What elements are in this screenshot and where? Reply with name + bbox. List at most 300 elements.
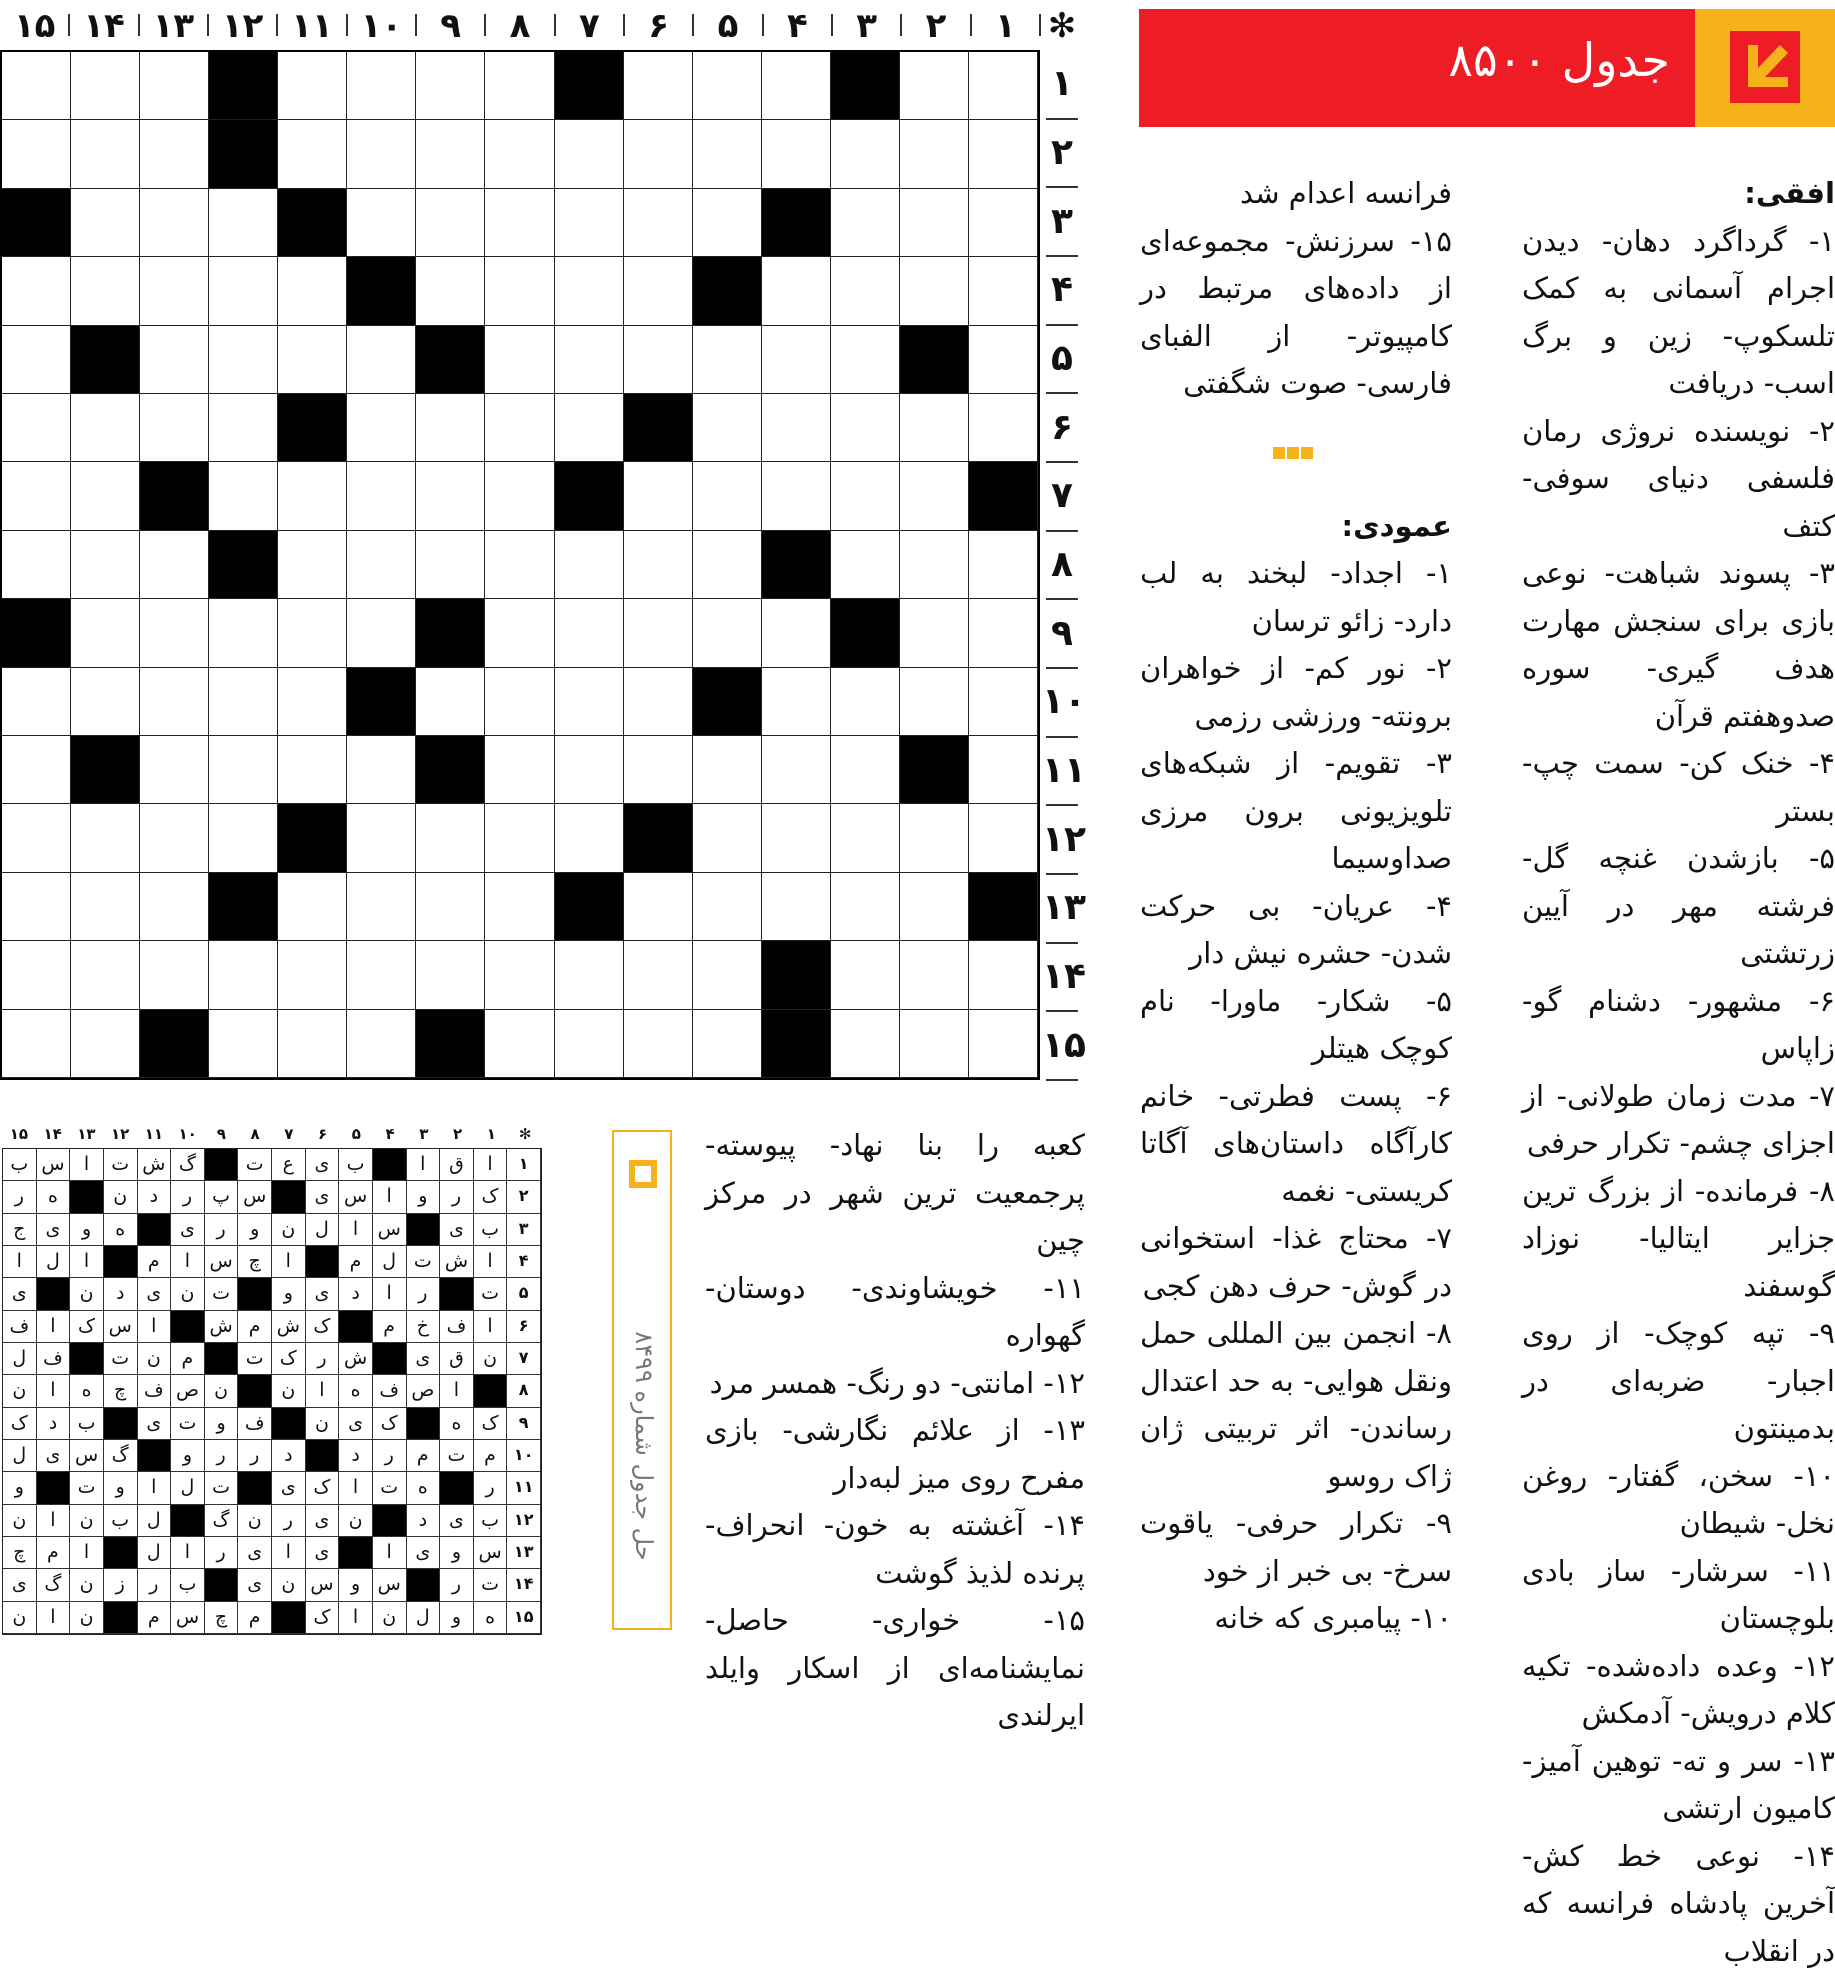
answer-cell[interactable]: [555, 804, 624, 872]
answer-cell[interactable]: [71, 52, 140, 120]
answer-cell[interactable]: [2, 736, 71, 804]
answer-cell[interactable]: [209, 257, 278, 325]
answer-cell[interactable]: [71, 462, 140, 530]
answer-cell[interactable]: [485, 736, 554, 804]
solution-letter: ت: [104, 1149, 138, 1181]
answer-cell[interactable]: [693, 52, 762, 120]
answer-cell[interactable]: [900, 804, 969, 872]
answer-cell[interactable]: [969, 599, 1038, 667]
solution-letter: ن: [272, 1214, 306, 1246]
answer-cell[interactable]: [416, 462, 485, 530]
answer-cell[interactable]: [140, 941, 209, 1009]
answer-cell[interactable]: [485, 326, 554, 394]
answer-cell[interactable]: [209, 462, 278, 530]
answer-cell[interactable]: [140, 736, 209, 804]
solution-letter: ی: [3, 1278, 37, 1310]
answer-cell[interactable]: [555, 736, 624, 804]
solution-letter: ت: [474, 1278, 508, 1310]
answer-cell[interactable]: [485, 668, 554, 736]
solution-letter: ش: [440, 1246, 474, 1278]
answer-cell[interactable]: [555, 120, 624, 188]
answer-cell[interactable]: [624, 326, 693, 394]
answer-cell[interactable]: [693, 941, 762, 1009]
solution-letter: م: [171, 1343, 205, 1375]
black-cell: [416, 736, 485, 804]
answer-cell[interactable]: [624, 941, 693, 1009]
answer-cell[interactable]: [2, 804, 71, 872]
answer-cell[interactable]: [140, 120, 209, 188]
column-number: ۱۴: [69, 4, 138, 48]
solution-letter: ی: [407, 1537, 441, 1569]
solution-letter: ی: [138, 1408, 172, 1440]
solution-row-number: ۱۵: [507, 1602, 541, 1634]
solution-letter: ل: [373, 1246, 407, 1278]
solution-letter: ن: [171, 1278, 205, 1310]
black-cell: [900, 736, 969, 804]
answer-cell[interactable]: [762, 599, 831, 667]
answer-cell[interactable]: [71, 531, 140, 599]
answer-cell[interactable]: [624, 120, 693, 188]
answer-cell[interactable]: [140, 52, 209, 120]
answer-cell[interactable]: [485, 873, 554, 941]
solution-letter: ا: [407, 1149, 441, 1181]
answer-cell[interactable]: [762, 736, 831, 804]
solution-column-number: ۱۴: [36, 1122, 70, 1146]
answer-cell[interactable]: [140, 531, 209, 599]
answer-cell[interactable]: [969, 120, 1038, 188]
answer-cell[interactable]: [2, 394, 71, 462]
answer-cell[interactable]: [831, 736, 900, 804]
answer-cell[interactable]: [71, 120, 140, 188]
answer-cell[interactable]: [278, 326, 347, 394]
answer-cell[interactable]: [624, 873, 693, 941]
answer-cell[interactable]: [278, 1010, 347, 1078]
answer-cell[interactable]: [347, 531, 416, 599]
solution-letter: ن: [272, 1569, 306, 1601]
answer-cell[interactable]: [900, 873, 969, 941]
solution-black-cell: [272, 1181, 306, 1213]
solution-letter: م: [138, 1602, 172, 1634]
answer-cell[interactable]: [347, 120, 416, 188]
answer-cell[interactable]: [762, 257, 831, 325]
solution-letter: ن: [3, 1602, 37, 1634]
answer-cell[interactable]: [485, 599, 554, 667]
answer-cell[interactable]: [347, 804, 416, 872]
answer-cell[interactable]: [416, 668, 485, 736]
answer-cell[interactable]: [900, 52, 969, 120]
black-cell: [416, 326, 485, 394]
answer-cell[interactable]: [140, 804, 209, 872]
answer-cell[interactable]: [416, 120, 485, 188]
answer-cell[interactable]: [2, 462, 71, 530]
solution-letter: ر: [171, 1181, 205, 1213]
solution-black-cell: [373, 1149, 407, 1181]
solution-black-cell: [70, 1181, 104, 1213]
answer-cell[interactable]: [969, 668, 1038, 736]
solution-label-box: [612, 1130, 672, 1630]
answer-cell[interactable]: [140, 873, 209, 941]
solution-black-cell: [272, 1408, 306, 1440]
solution-letter: ن: [306, 1408, 340, 1440]
row-number: ۱۴: [1042, 953, 1082, 1001]
answer-cell[interactable]: [209, 668, 278, 736]
answer-cell[interactable]: [831, 189, 900, 257]
solution-letter: ف: [3, 1311, 37, 1343]
solution-letter: ه: [407, 1472, 441, 1504]
answer-cell[interactable]: [71, 804, 140, 872]
answer-cell[interactable]: [693, 394, 762, 462]
solution-row-number: ۳: [507, 1214, 541, 1246]
answer-cell[interactable]: [900, 462, 969, 530]
answer-cell[interactable]: [762, 873, 831, 941]
solution-letter: ک: [474, 1181, 508, 1213]
solution-letter: ا: [373, 1181, 407, 1213]
answer-cell[interactable]: [347, 462, 416, 530]
answer-cell[interactable]: [762, 120, 831, 188]
solution-letter: ل: [171, 1472, 205, 1504]
answer-cell[interactable]: [900, 257, 969, 325]
answer-cell[interactable]: [347, 189, 416, 257]
answer-cell[interactable]: [900, 1010, 969, 1078]
black-cell: [969, 462, 1038, 530]
answer-cell[interactable]: [831, 462, 900, 530]
solution-letter: ج: [3, 1214, 37, 1246]
solution-letter: ف: [440, 1311, 474, 1343]
answer-cell[interactable]: [624, 52, 693, 120]
black-cell: [762, 189, 831, 257]
answer-cell[interactable]: [969, 52, 1038, 120]
answer-cell[interactable]: [693, 189, 762, 257]
answer-cell[interactable]: [831, 394, 900, 462]
answer-cell[interactable]: [900, 531, 969, 599]
answer-cell[interactable]: [71, 941, 140, 1009]
answer-cell[interactable]: [278, 531, 347, 599]
answer-cell[interactable]: [900, 599, 969, 667]
answer-cell[interactable]: [2, 257, 71, 325]
answer-cell[interactable]: [900, 668, 969, 736]
answer-cell[interactable]: [209, 941, 278, 1009]
solution-column-number: ۱۳: [70, 1122, 104, 1146]
solution-letter: و: [3, 1472, 37, 1504]
column-number: ۱۵: [0, 4, 69, 48]
answer-cell[interactable]: [71, 257, 140, 325]
answer-cell[interactable]: [693, 804, 762, 872]
solution-letter: ی: [37, 1440, 71, 1472]
answer-cell[interactable]: [555, 394, 624, 462]
answer-cell[interactable]: [2, 52, 71, 120]
answer-cell[interactable]: [831, 531, 900, 599]
solution-letter: و: [272, 1278, 306, 1310]
answer-cell[interactable]: [278, 873, 347, 941]
answer-cell[interactable]: [416, 804, 485, 872]
answer-cell[interactable]: [140, 326, 209, 394]
answer-cell[interactable]: [831, 941, 900, 1009]
solution-letter: ن: [138, 1343, 172, 1375]
answer-cell[interactable]: [278, 462, 347, 530]
answer-cell[interactable]: [2, 873, 71, 941]
answer-cell[interactable]: [71, 1010, 140, 1078]
solution-letter: ن: [373, 1602, 407, 1634]
answer-cell[interactable]: [347, 873, 416, 941]
answer-cell[interactable]: [624, 1010, 693, 1078]
solution-letter: ر: [474, 1472, 508, 1504]
answer-cell[interactable]: [2, 668, 71, 736]
answer-cell[interactable]: [209, 599, 278, 667]
answer-cell[interactable]: [969, 257, 1038, 325]
answer-cell[interactable]: [969, 941, 1038, 1009]
answer-cell[interactable]: [762, 804, 831, 872]
column-number: ۱۱: [277, 4, 346, 48]
answer-cell[interactable]: [624, 257, 693, 325]
answer-cell[interactable]: [416, 873, 485, 941]
answer-cell[interactable]: [762, 326, 831, 394]
answer-cell[interactable]: [485, 531, 554, 599]
solution-letter: چ: [3, 1537, 37, 1569]
answer-cell[interactable]: [693, 1010, 762, 1078]
answer-cell[interactable]: [831, 668, 900, 736]
row-number: ۷: [1042, 472, 1082, 520]
answer-cell[interactable]: [71, 873, 140, 941]
solution-column-number: ۸: [238, 1122, 272, 1146]
solution-letter: ه: [70, 1375, 104, 1407]
answer-cell[interactable]: [969, 189, 1038, 257]
answer-cell[interactable]: [969, 804, 1038, 872]
solution-letter: ا: [138, 1311, 172, 1343]
answer-cell[interactable]: [624, 531, 693, 599]
answer-cell[interactable]: [209, 736, 278, 804]
answer-cell[interactable]: [969, 736, 1038, 804]
solution-black-cell: [440, 1278, 474, 1310]
solution-letter: ف: [37, 1343, 71, 1375]
answer-cell[interactable]: [209, 394, 278, 462]
solution-black-cell: [306, 1246, 340, 1278]
answer-cell[interactable]: [900, 189, 969, 257]
answer-cell[interactable]: [485, 257, 554, 325]
answer-cell[interactable]: [140, 599, 209, 667]
answer-cell[interactable]: [831, 120, 900, 188]
solution-letter: چ: [205, 1602, 239, 1634]
answer-cell[interactable]: [278, 120, 347, 188]
answer-cell[interactable]: [209, 326, 278, 394]
answer-cell[interactable]: [485, 189, 554, 257]
answer-cell[interactable]: [693, 531, 762, 599]
clue-line: ۱۵- خواری- حاصل- نمایشنامه‌ای از اسکار وایلد ایرلندی: [705, 1597, 1085, 1740]
answer-cell[interactable]: [693, 462, 762, 530]
answer-cell[interactable]: [831, 873, 900, 941]
solution-row-number: ۷: [507, 1343, 541, 1375]
black-cell: [624, 804, 693, 872]
answer-cell[interactable]: [555, 326, 624, 394]
answer-cell[interactable]: [624, 736, 693, 804]
solution-black-cell: [104, 1602, 138, 1634]
answer-cell[interactable]: [2, 531, 71, 599]
answer-cell[interactable]: [555, 599, 624, 667]
solution-letter: د: [104, 1278, 138, 1310]
answer-cell[interactable]: [485, 462, 554, 530]
solution-letter: ن: [104, 1181, 138, 1213]
black-cell: [416, 1010, 485, 1078]
answer-cell[interactable]: [555, 257, 624, 325]
answer-cell[interactable]: [347, 52, 416, 120]
answer-cell[interactable]: [416, 531, 485, 599]
down-clues: [1140, 170, 1452, 1643]
row-number: ۳: [1042, 198, 1082, 246]
solution-letter: س: [373, 1569, 407, 1601]
solution-letter: س: [205, 1246, 239, 1278]
answer-cell[interactable]: [278, 941, 347, 1009]
answer-cell[interactable]: [485, 394, 554, 462]
answer-cell[interactable]: [140, 668, 209, 736]
answer-cell[interactable]: [347, 1010, 416, 1078]
answer-cell[interactable]: [2, 326, 71, 394]
answer-cell[interactable]: [624, 189, 693, 257]
answer-cell[interactable]: [762, 462, 831, 530]
clue-line: ۱۳- از علائم نگارشی- بازی مفرح روی میز لبه‌دار: [705, 1407, 1085, 1502]
solution-letter: ف: [238, 1408, 272, 1440]
solution-letter: د: [37, 1408, 71, 1440]
solution-letter: ت: [205, 1472, 239, 1504]
solution-black-cell: [104, 1246, 138, 1278]
solution-letter: ی: [171, 1214, 205, 1246]
answer-cell[interactable]: [485, 120, 554, 188]
row-number: ۱۰: [1042, 678, 1082, 726]
answer-cell[interactable]: [278, 52, 347, 120]
answer-cell[interactable]: [831, 326, 900, 394]
solution-letter: ر: [407, 1278, 441, 1310]
answer-cell[interactable]: [71, 394, 140, 462]
solution-row-number: ۱۳: [507, 1537, 541, 1569]
answer-cell[interactable]: [347, 326, 416, 394]
answer-cell[interactable]: [693, 736, 762, 804]
answer-cell[interactable]: [416, 52, 485, 120]
solution-letter: س: [104, 1311, 138, 1343]
answer-cell[interactable]: [347, 736, 416, 804]
answer-cell[interactable]: [831, 1010, 900, 1078]
answer-cell[interactable]: [278, 257, 347, 325]
answer-cell[interactable]: [140, 189, 209, 257]
answer-cell[interactable]: [278, 668, 347, 736]
answer-cell[interactable]: [71, 599, 140, 667]
solution-letter: م: [238, 1311, 272, 1343]
black-cell: [831, 599, 900, 667]
answer-cell[interactable]: [2, 120, 71, 188]
solution-letter: ا: [373, 1537, 407, 1569]
solution-letter: ا: [70, 1537, 104, 1569]
solution-letter: ا: [37, 1311, 71, 1343]
answer-cell[interactable]: [762, 394, 831, 462]
solution-letter: ا: [70, 1246, 104, 1278]
answer-cell[interactable]: [416, 257, 485, 325]
solution-row-number: ۲: [507, 1181, 541, 1213]
solution-letter: ت: [171, 1408, 205, 1440]
solution-letter: گ: [171, 1149, 205, 1181]
solution-black-cell: [238, 1375, 272, 1407]
black-cell: [762, 531, 831, 599]
answer-cell[interactable]: [209, 804, 278, 872]
clue-line: کعبه را بنا نهاد- پیوسته- پرجمعیت ترین شهر در مرکز چین: [705, 1122, 1085, 1265]
clue-line: ۷- مدت زمان طولانی- از اجزای چشم- تکرار حرفی: [1522, 1073, 1835, 1168]
solution-letter: ت: [474, 1569, 508, 1601]
answer-cell[interactable]: [278, 736, 347, 804]
answer-cell[interactable]: [555, 941, 624, 1009]
answer-cell[interactable]: [900, 941, 969, 1009]
answer-cell[interactable]: [485, 941, 554, 1009]
answer-cell[interactable]: [2, 1010, 71, 1078]
answer-cell[interactable]: [2, 941, 71, 1009]
answer-cell[interactable]: [209, 189, 278, 257]
answer-cell[interactable]: [969, 531, 1038, 599]
solution-letter: پ: [205, 1181, 239, 1213]
answer-cell[interactable]: [485, 1010, 554, 1078]
answer-cell[interactable]: [693, 120, 762, 188]
answer-cell[interactable]: [485, 52, 554, 120]
black-cell: [416, 599, 485, 667]
answer-cell[interactable]: [209, 1010, 278, 1078]
solution-letter: ر: [440, 1181, 474, 1213]
answer-cell[interactable]: [900, 120, 969, 188]
answer-cell[interactable]: [555, 189, 624, 257]
clue-line: ۱۴- آغشته به خون- انحراف- پرنده لذیذ گوشت: [705, 1502, 1085, 1597]
answer-cell[interactable]: [762, 52, 831, 120]
solution-letter: ب: [3, 1149, 37, 1181]
answer-cell[interactable]: [71, 189, 140, 257]
answer-cell[interactable]: [140, 394, 209, 462]
answer-cell[interactable]: [693, 326, 762, 394]
answer-cell[interactable]: [485, 804, 554, 872]
solution-letter: ا: [3, 1246, 37, 1278]
across-heading: افقی:: [1522, 170, 1835, 218]
answer-cell[interactable]: [278, 599, 347, 667]
answer-cell[interactable]: [416, 941, 485, 1009]
answer-cell[interactable]: [624, 462, 693, 530]
answer-cell[interactable]: [969, 326, 1038, 394]
main-crossword-grid[interactable]: [0, 50, 1040, 1080]
answer-cell[interactable]: [831, 257, 900, 325]
answer-cell[interactable]: [624, 668, 693, 736]
solution-letter: م: [373, 1311, 407, 1343]
answer-cell[interactable]: [693, 873, 762, 941]
answer-cell[interactable]: [347, 941, 416, 1009]
row-number: ۲: [1042, 129, 1082, 177]
answer-cell[interactable]: [140, 257, 209, 325]
solution-letter: ر: [306, 1343, 340, 1375]
answer-cell[interactable]: [555, 531, 624, 599]
answer-cell[interactable]: [624, 599, 693, 667]
clue-line: ۱۴- نوعی خط کش- آخرین پادشاه فرانسه که در انقلاب: [1522, 1833, 1835, 1975]
solution-letter: ت: [238, 1149, 272, 1181]
answer-cell[interactable]: [416, 189, 485, 257]
answer-cell[interactable]: [555, 668, 624, 736]
answer-cell[interactable]: [347, 394, 416, 462]
answer-cell[interactable]: [831, 804, 900, 872]
answer-cell[interactable]: [969, 1010, 1038, 1078]
answer-cell[interactable]: [693, 599, 762, 667]
answer-cell[interactable]: [416, 394, 485, 462]
black-cell: [209, 873, 278, 941]
solution-letter: ا: [171, 1537, 205, 1569]
clue-line: ۵- بازشدن غنچه گل- فرشته مهر در آیین زرتشتی: [1522, 835, 1835, 978]
answer-cell[interactable]: [555, 1010, 624, 1078]
solution-black-cell: [407, 1569, 441, 1601]
answer-cell[interactable]: [347, 599, 416, 667]
answer-cell[interactable]: [71, 668, 140, 736]
solution-black-cell: [205, 1343, 239, 1375]
answer-cell[interactable]: [900, 394, 969, 462]
answer-cell[interactable]: [762, 668, 831, 736]
row-number: ۵: [1042, 335, 1082, 383]
answer-cell[interactable]: [969, 394, 1038, 462]
row-number: ۶: [1042, 404, 1082, 452]
